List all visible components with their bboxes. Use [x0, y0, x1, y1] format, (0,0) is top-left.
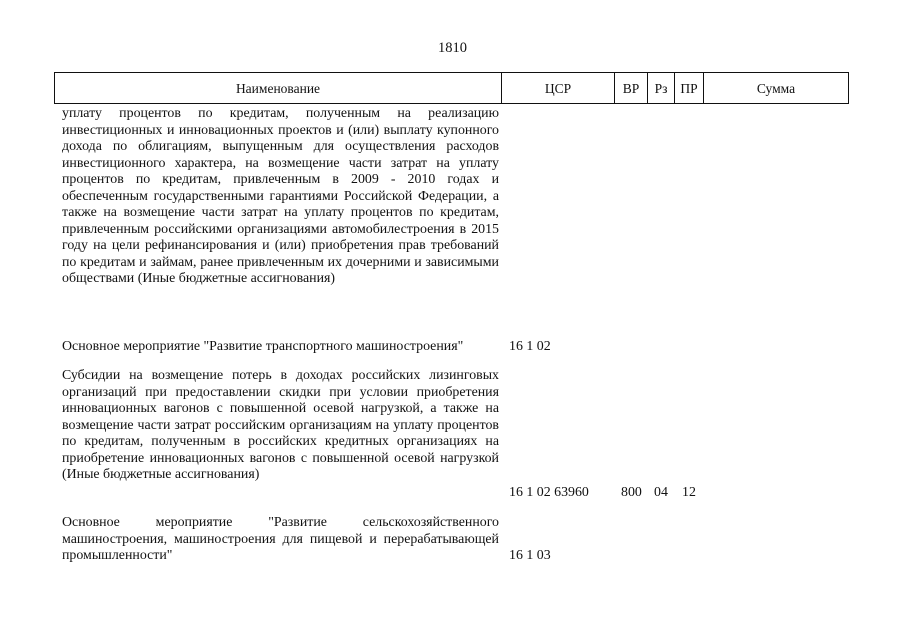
header-csr: ЦСР: [544, 81, 572, 96]
header-rz: Рз: [654, 81, 668, 96]
header-pr: ПР: [680, 81, 698, 96]
row-rz: 04: [654, 485, 668, 500]
row-vr: 800: [621, 485, 642, 500]
row-name: Основное мероприятие "Развитие сельскохозяйственного машиностроения, машиностроения для пищевой и перерабатывающей промышленности": [62, 515, 499, 563]
row-name: Основное мероприятие "Развитие транспортного машиностроения": [62, 339, 464, 354]
header-name: Наименование: [235, 81, 321, 96]
row-csr: 16 1 02 63960: [509, 485, 589, 500]
row-pr: 12: [682, 485, 696, 500]
page-number: 1810: [438, 40, 467, 56]
header-sum: Сумма: [756, 81, 796, 96]
row-name: уплату процентов по кредитам, полученным на реализацию инвестиционных и инновационных проектов и (или) выплату купонного дохода по облигациям, выпущенным для осуществления расходов инвестиционного характера, на возмещение части затрат на уплату процентов по кредитам, привлеченным в 2009 - 2010 годах и обеспеченным государственными гарантиями Российской Федерации, а также на возмещение части затрат на уплату процентов по кредитам, привлеченным российскими организациями автомобилестроения в 2015 году на цели рефинансирования и (или) приобретения прав требований по кредитам и займам, ранее привлеченным их дочерними и зависимыми обществами (Иные бюджетные ассигнования): [62, 106, 499, 286]
table-header: [54, 72, 849, 104]
row-csr: 16 1 03: [509, 548, 551, 563]
row-name: Субсидии на возмещение потерь в доходах российских лизинговых организаций при предоставлении скидки при условии приобретения инновационных вагонов с повышенной осевой нагрузкой, а также на возмещение части затрат российским организациям на уплату процентов по кредитам, полученным в российских кредитных организациях на приобретение инновационных вагонов с повышенной осевой нагрузкой (Иные бюджетные ассигнования): [62, 368, 499, 482]
row-csr: 16 1 02: [509, 339, 551, 354]
header-vr: ВР: [622, 81, 640, 96]
